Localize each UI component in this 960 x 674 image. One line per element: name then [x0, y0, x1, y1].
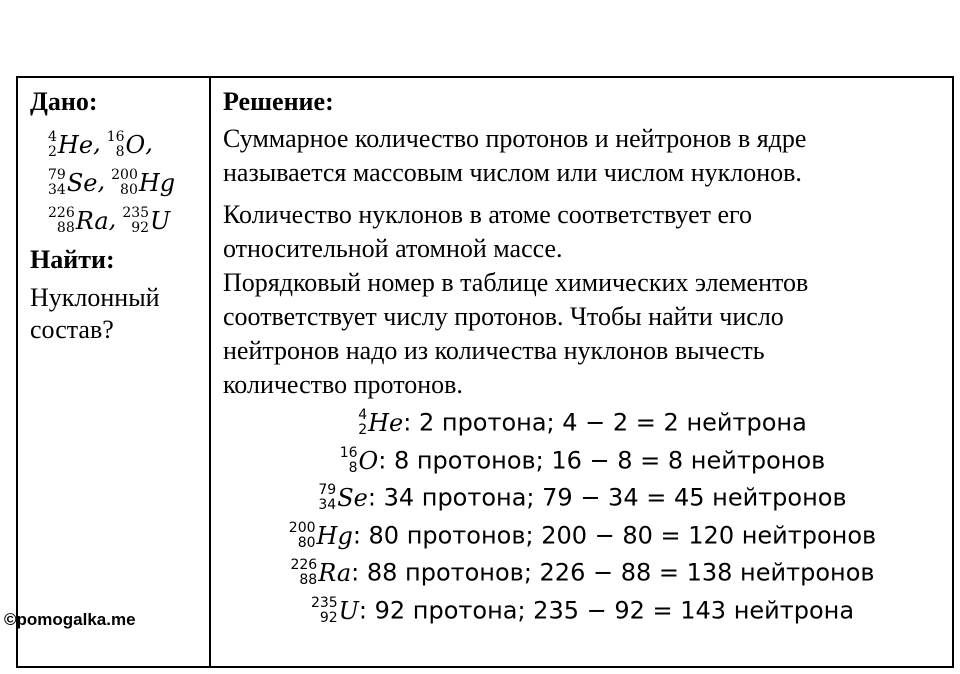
element-symbol: Se — [337, 484, 368, 512]
separator: , — [93, 129, 101, 157]
atomic-number: 2 — [48, 143, 57, 160]
nuclide-scripts — [48, 168, 66, 198]
element-symbol: Se — [66, 168, 98, 197]
nuclide-scripts — [107, 130, 125, 160]
element-symbol: He — [57, 130, 94, 159]
mass-number: 226 — [48, 204, 75, 221]
separator: , — [145, 129, 153, 157]
mass-number: 235 — [310, 594, 338, 611]
nuclide-scripts — [311, 596, 338, 626]
element-symbol: U — [338, 596, 359, 625]
paragraph-mass-number — [223, 122, 942, 190]
element-symbol: He — [368, 409, 404, 437]
paragraph-line: количество протонов. — [223, 370, 463, 399]
atomic-number: 2 — [358, 422, 368, 438]
mass-number: 16 — [106, 128, 125, 145]
mass-number: 79 — [48, 166, 66, 183]
calculation-text: : 88 протонов; 226 − 88 = 138 нейтронов — [351, 558, 875, 587]
element-symbol: Hg — [138, 168, 176, 197]
mass-number: 4 — [48, 128, 57, 145]
calculation-text: : 34 протона; 79 − 34 = 45 нейтронов — [367, 483, 847, 512]
nuclide-scripts — [358, 408, 367, 438]
paragraph-line: Количество нуклонов в атоме соответствует его — [223, 200, 753, 229]
atomic-number: 8 — [115, 143, 125, 160]
atomic-number: 34 — [318, 497, 337, 513]
calculation-line — [223, 592, 942, 630]
element-symbol: O — [125, 130, 146, 159]
nuclide-scripts — [289, 521, 316, 551]
element-symbol: Ra — [318, 559, 352, 587]
calculation-text: : 80 протонов; 200 − 80 = 120 нейтронов — [352, 521, 877, 549]
nuclide-symbol — [122, 206, 170, 236]
nuclide-scripts — [340, 446, 358, 476]
atomic-number: 92 — [319, 609, 338, 626]
find-heading: Найти: — [30, 245, 115, 274]
nuclide-symbol — [340, 446, 379, 476]
nuclide-symbol — [48, 168, 97, 198]
paragraph-line: Суммарное количество протонов и нейтронов в ядре — [223, 124, 807, 153]
nuclide-symbol — [48, 206, 109, 236]
paragraph-line: относительной атомной массе. — [223, 234, 563, 263]
watermark: ©pomogalka.me — [4, 610, 136, 629]
element-symbol: U — [150, 206, 171, 235]
mass-number: 79 — [318, 482, 337, 498]
atomic-number: 80 — [120, 181, 138, 198]
nuclide-scripts — [111, 168, 138, 198]
mass-number: 4 — [358, 407, 368, 423]
paragraph-line: Порядковый номер в таблице химических элементов — [223, 268, 809, 297]
calculation-text: : 8 протонов; 16 − 8 = 8 нейтронов — [378, 446, 826, 474]
paragraph-nucleon-count — [223, 198, 942, 266]
calculation-line — [223, 479, 942, 517]
element-symbol: Hg — [316, 521, 353, 550]
given-heading: Дано: — [30, 87, 98, 116]
nuclide-symbol — [107, 130, 146, 160]
paragraph-line: нейтронов надо из количества нуклонов вычесть — [223, 336, 765, 365]
nuclide-scripts — [290, 558, 317, 588]
calculation-line — [223, 554, 942, 592]
calculation-text: : 92 протона; 235 − 92 = 143 нейтрона — [358, 596, 855, 624]
solution-table — [16, 76, 954, 668]
nuclide-symbol — [289, 521, 353, 551]
paragraph-line: называется массовым числом или числом нуклонов. — [223, 158, 802, 187]
calculation-line — [223, 442, 942, 480]
given-nuclide-line — [34, 162, 209, 200]
mass-number: 235 — [122, 204, 150, 221]
atomic-number: 88 — [299, 572, 318, 588]
find-text-line-1: Нуклонный — [30, 283, 160, 312]
nuclide-symbol — [48, 130, 93, 160]
given-column — [18, 78, 211, 666]
find-text-line-2: состав? — [30, 315, 114, 344]
atomic-number: 34 — [48, 181, 66, 198]
nuclide-symbol — [358, 408, 403, 438]
mass-number: 200 — [288, 519, 316, 536]
calculation-line — [223, 404, 942, 442]
nuclide-scripts — [122, 206, 149, 236]
paragraph-protons — [223, 266, 942, 402]
separator: , — [97, 167, 106, 195]
mass-number: 226 — [290, 557, 318, 573]
nuclide-symbol — [318, 483, 367, 513]
atomic-number: 8 — [348, 459, 358, 476]
mass-number: 200 — [111, 166, 138, 183]
nuclide-scripts — [318, 483, 336, 513]
given-nuclide-line — [34, 200, 209, 238]
mass-number: 16 — [339, 444, 358, 461]
separator: , — [108, 205, 117, 233]
paragraph-line: соответствует числу протонов. Чтобы найти число — [223, 302, 784, 331]
atomic-number: 92 — [131, 219, 150, 236]
nuclide-symbol — [311, 596, 359, 626]
calculation-text: : 2 протона; 4 − 2 = 2 нейтрона — [403, 408, 807, 437]
element-symbol: O — [358, 446, 379, 475]
given-nuclide-line — [34, 124, 209, 162]
nuclide-symbol — [111, 168, 175, 198]
nuclide-symbol — [290, 558, 351, 588]
solution-column — [211, 78, 952, 666]
nuclide-scripts — [48, 206, 75, 236]
atomic-number: 88 — [56, 219, 75, 236]
element-symbol: Ra — [75, 206, 109, 235]
calculation-line — [223, 517, 942, 555]
given-nuclide-list — [34, 124, 209, 238]
solution-heading: Решение: — [223, 87, 334, 116]
nuclide-scripts — [48, 130, 57, 160]
calculation-list — [223, 404, 942, 629]
atomic-number: 80 — [297, 534, 316, 551]
